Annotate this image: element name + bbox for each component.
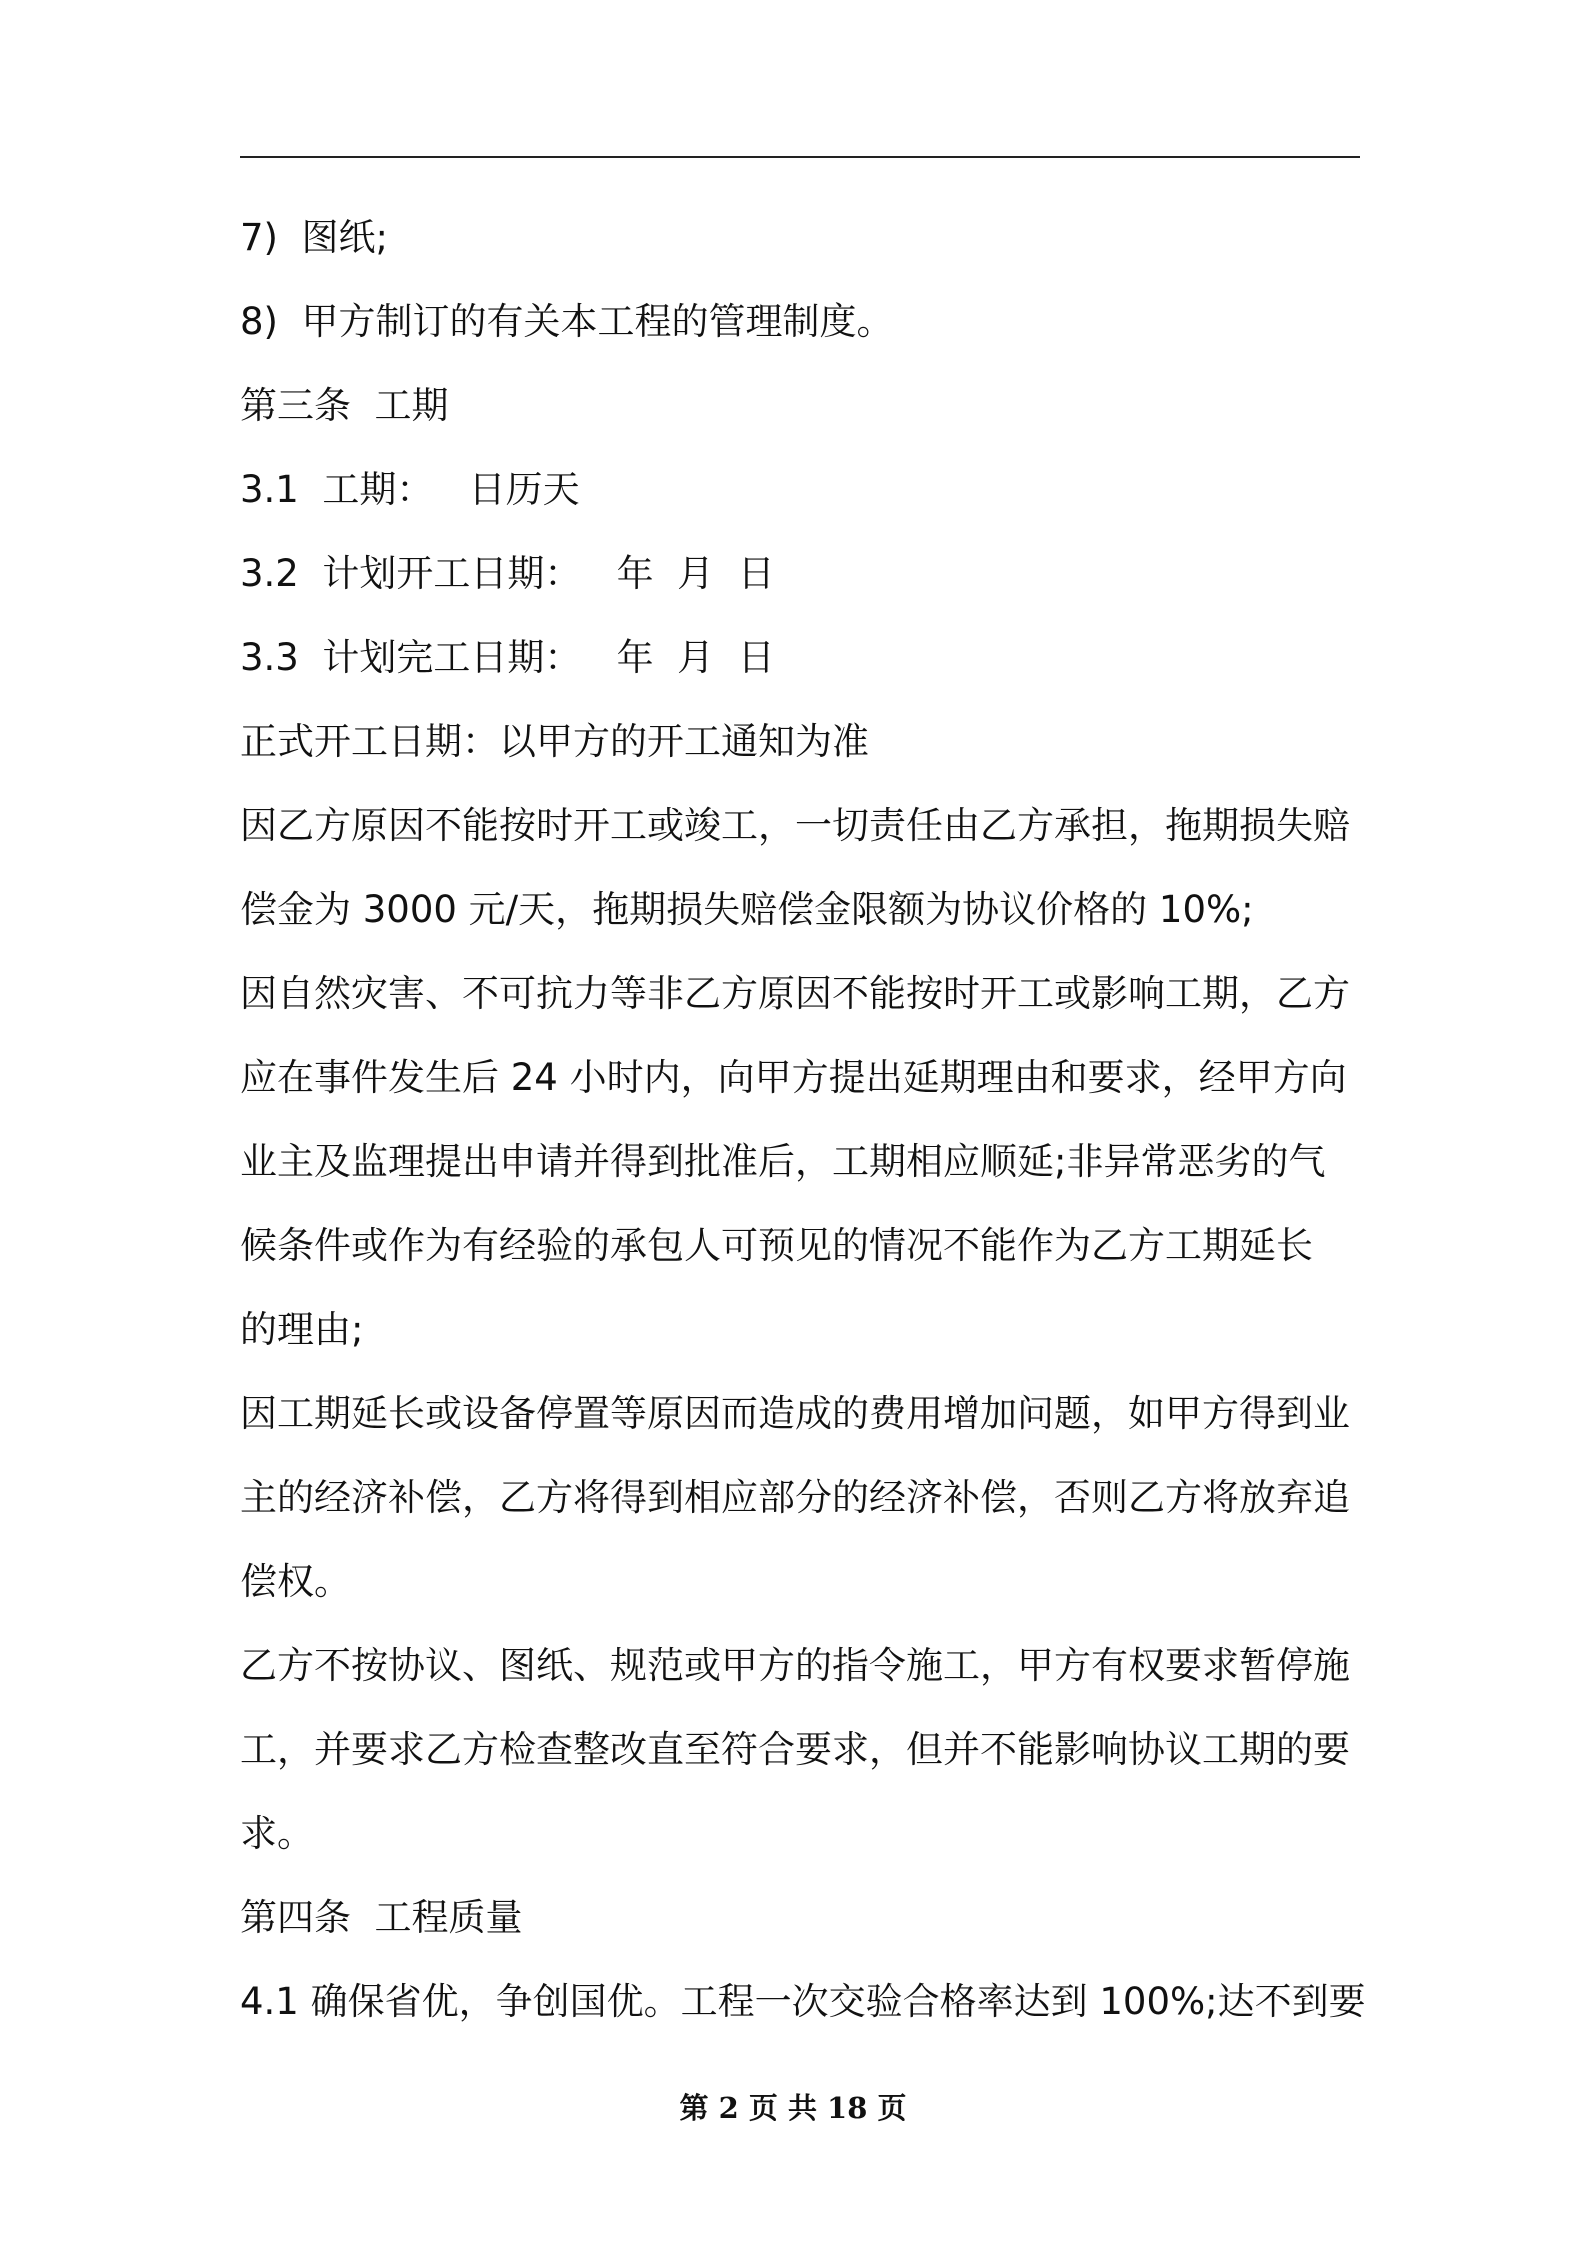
section-heading: 第三条 工期 xyxy=(240,384,449,427)
text-line: 乙方不按协议、图纸、规范或甲方的指令施工，甲方有权要求暂停施 xyxy=(240,1644,1350,1687)
text-line: 业主及监理提出申请并得到批准后，工期相应顺延;非异常恶劣的气 xyxy=(240,1140,1326,1183)
page-number: 第 2 页 共 18 页 xyxy=(679,2091,907,2125)
page-footer xyxy=(0,2088,1586,2128)
text-line: 工，并要求乙方检查整改直至符合要求，但并不能影响协议工期的要 xyxy=(240,1728,1350,1771)
text-line: 偿权。 xyxy=(240,1560,351,1603)
document-body xyxy=(240,196,1366,2044)
text-line: 偿金为 3000 元/天，拖期损失赔偿金限额为协议价格的 10%; xyxy=(240,888,1254,931)
text-line: 因自然灾害、不可抗力等非乙方原因不能按时开工或影响工期，乙方 xyxy=(240,972,1350,1015)
text-line: 8) 甲方制订的有关本工程的管理制度。 xyxy=(240,300,894,343)
text-line: 7) 图纸; xyxy=(240,216,388,259)
text-line: 候条件或作为有经验的承包人可预见的情况不能作为乙方工期延长 xyxy=(240,1224,1313,1267)
text-line: 因工期延长或设备停置等原因而造成的费用增加问题，如甲方得到业 xyxy=(240,1392,1350,1435)
text-line: 应在事件发生后 24 小时内，向甲方提出延期理由和要求，经甲方向 xyxy=(240,1056,1347,1099)
text-line: 主的经济补偿，乙方将得到相应部分的经济补偿，否则乙方将放弃追 xyxy=(240,1476,1350,1519)
text-line: 3.1 工期： 日历天 xyxy=(240,468,580,511)
text-line: 的理由; xyxy=(240,1308,364,1351)
text-line: 3.3 计划完工日期： 年 月 日 xyxy=(240,636,775,679)
header-divider xyxy=(240,156,1360,158)
text-line: 4.1 确保省优，争创国优。工程一次交验合格率达到 100%;达不到要 xyxy=(240,1980,1366,2023)
section-heading: 第四条 工程质量 xyxy=(240,1896,523,1939)
text-line: 求。 xyxy=(240,1812,314,1855)
text-line: 3.2 计划开工日期： 年 月 日 xyxy=(240,552,775,595)
text-line: 因乙方原因不能按时开工或竣工，一切责任由乙方承担，拖期损失赔 xyxy=(240,804,1350,847)
text-line: 正式开工日期：以甲方的开工通知为准 xyxy=(240,720,869,763)
